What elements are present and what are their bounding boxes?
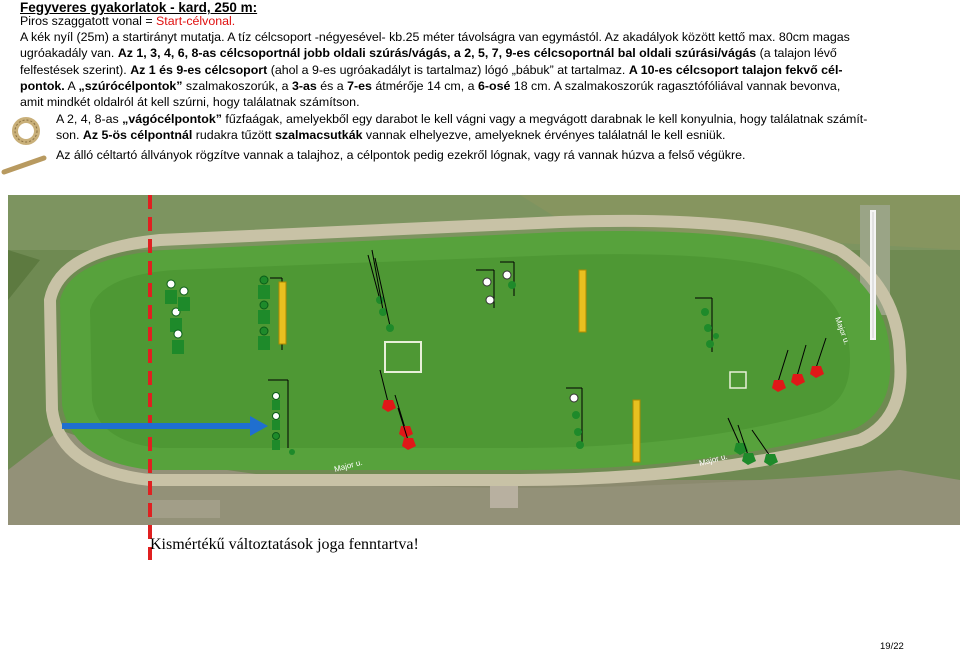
paragraph-hanging: felfestések szerint). Az 1 és 9-es célcsoport (ahol a 9-es ugróakadályt is tartalmaz) lógó „bábuk” at tartalmaz. A 10-es célcsoport talajon fekvő cél- <box>20 63 843 77</box>
paragraph-cut-targets: A 2, 4, 8-as „vágócélpontok” fűzfaágak, amelyekből egy darabot le kell vágni vagy a megvágott darabnak le kell konyulnia, hogy találatnak számít- <box>56 112 868 126</box>
road-label: Major u. <box>698 451 729 468</box>
cut-target-post <box>279 282 286 344</box>
cut-target-post <box>579 270 586 332</box>
cut-target-post <box>633 400 640 462</box>
paragraph-stands: Az álló céltartó állványok rögzítve vannak a talajhoz, a célpontok pedig ezekről lógnak, vagy rá vannak húzva a felső végükre. <box>56 148 746 162</box>
footer-note: Kismértékű változtatások joga fenntartva! <box>150 536 419 553</box>
paragraph-stab-targets: pontok. A „szúrócélpontok” szalmakoszorúk, a 3-as és a 7-es átmérője 14 cm, a 6-osé 18 cm. A szalmakoszorúk ragasztófóliával vannak bevonva, <box>20 79 841 93</box>
road-label: Major u. <box>333 457 364 474</box>
page-number: 19/22 <box>880 641 904 652</box>
start-line-label: Start-célvonal. <box>156 14 236 28</box>
paragraph-straw: son. Az 5-ös célpontnál rudakra tűzött szalmacsutkák vannak elhelyezve, amelyeknek érvényes találatnál le kell esniük. <box>56 128 726 142</box>
page-title: Fegyveres gyakorlatok - kard, 250 m: <box>20 0 258 15</box>
paragraph-directions: ugróakadály van. Az 1, 3, 4, 6, 8-as célcsoportnál jobb oldali szúrás/vágás, a 2, 5, 7, 9-es célcsoportnál bal oldali szúrási/vágás (a talajon lévő <box>20 46 837 60</box>
straw-rod-icon <box>4 158 44 172</box>
finish-post <box>870 210 876 340</box>
paragraph-stab-rule: amit mindkét oldalról át kell szúrni, hogy találatnak számítson. <box>20 95 360 109</box>
paragraph-start-line: Piros szaggatott vonal = Start-célvonal. <box>20 14 236 28</box>
straw-wreath-icon <box>15 120 37 142</box>
road-label: Major u. <box>833 315 852 346</box>
paragraph-arrow: A kék nyíl (25m) a startirányt mutatja. A tíz célcsoport -négyesével- kb.25 méter távolságra van egymástól. Az akadályok között kettő max. 80cm magas <box>20 30 850 44</box>
